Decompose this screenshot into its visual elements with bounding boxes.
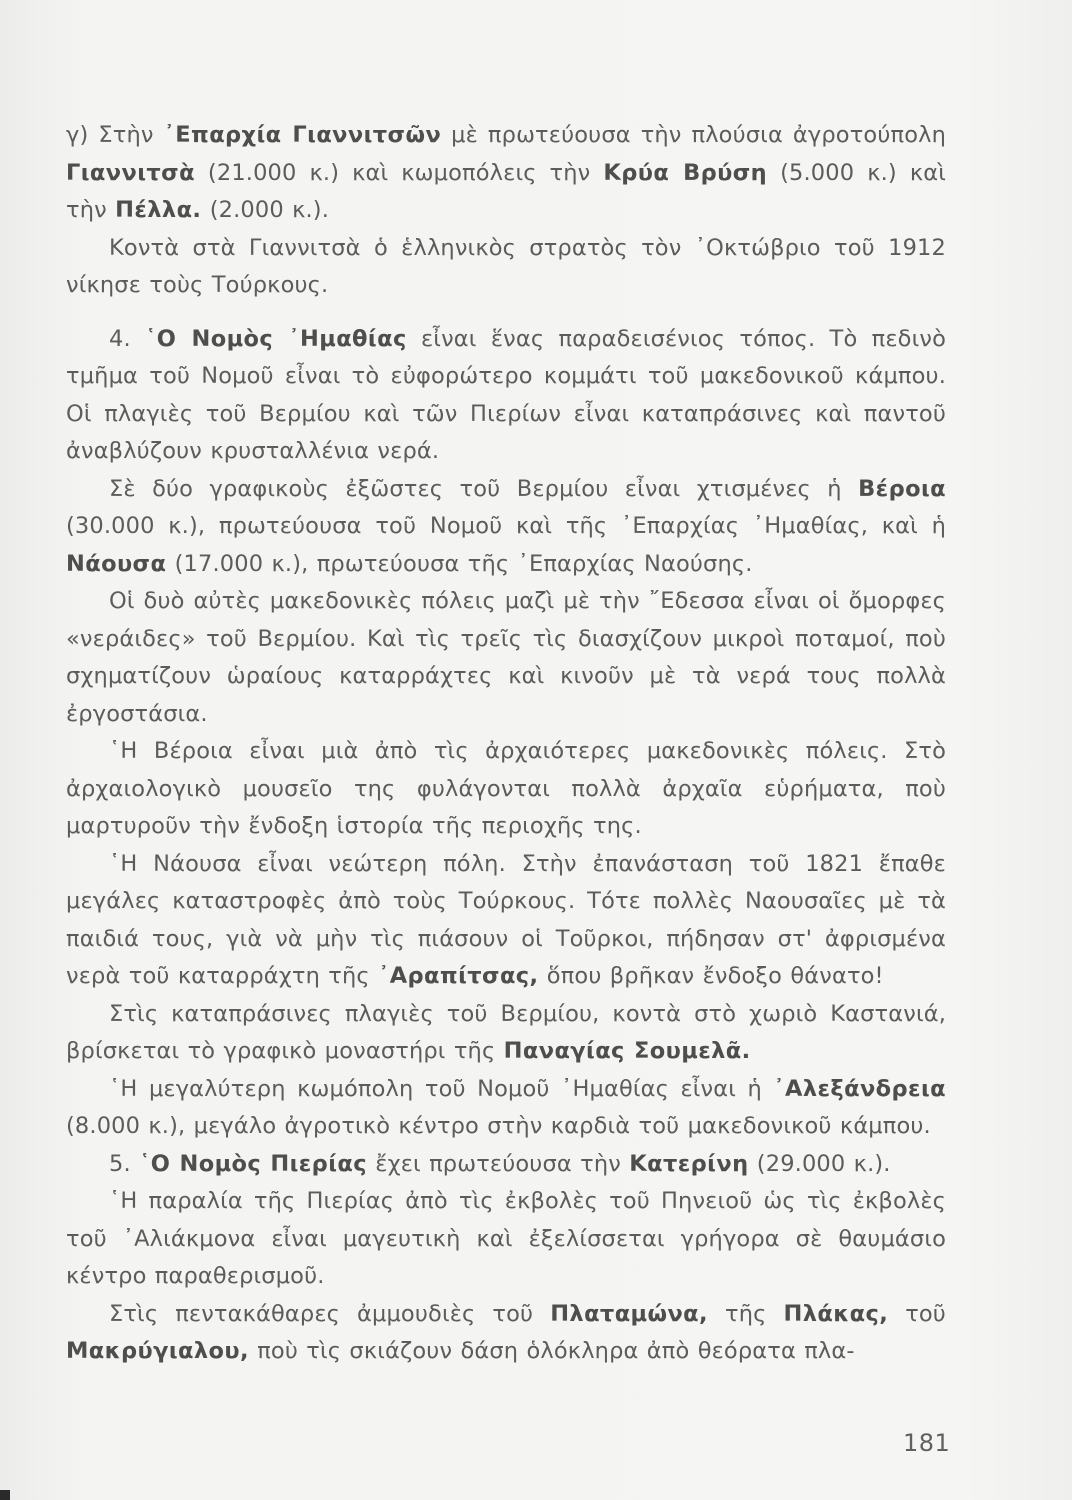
text-run: γ) Στὴν [66, 122, 164, 148]
bold-term: Πλάκας, [783, 1300, 889, 1327]
bold-term: Νάουσα [66, 550, 167, 577]
paragraph-paralia [66, 1183, 946, 1296]
paragraph-pieria [66, 1146, 946, 1184]
bold-term: ᾿Αραπίτσας, [378, 963, 539, 989]
bold-term: Κρύα Βρύση [603, 159, 768, 186]
bold-term: Γιαννιτσὰ [66, 159, 195, 186]
bold-term: Παναγίας Σουμελᾶ. [503, 1038, 751, 1064]
text-run: (2.000 κ.). [201, 197, 330, 223]
bold-term: Βέροια [858, 475, 946, 502]
bold-term: Κατερίνη [629, 1150, 749, 1177]
paragraph-giannitsa-1912 [66, 230, 946, 305]
text-run: ποὺ τὶς σκιάζουν δάση ὁλόκληρα ἀπὸ θεόρατα πλα- [248, 1338, 855, 1364]
page-number: 181 [903, 1429, 951, 1457]
paragraph-alexandreia [66, 1071, 946, 1146]
bold-term: ᾿Επαρχία Γιαννιτσῶν [163, 122, 442, 148]
text-run: ἔχει πρωτεύουσα τὴν [366, 1150, 630, 1177]
body-text [66, 117, 946, 1371]
bold-term: Μακρύγιαλου, [66, 1338, 249, 1364]
text-run: ὅπου βρῆκαν ἔνδοξο θάνατο! [538, 963, 884, 989]
bold-term: Πλαταμώνα, [550, 1300, 708, 1327]
text-run: εἶναι ἕνας παραδεισένιος τόπος. Τὸ πεδινὸ τμῆμα τοῦ Νομοῦ εἶναι τὸ εὐφορώτερο κομμάτι τοῦ μακεδονικοῦ κάμπου. Οἱ πλαγιὲς τοῦ Βερμίου καὶ τῶν Πιερίων εἶναι καταπράσινες καὶ παντοῦ ἀναβλύζουν κρυσταλλένια νερά. [66, 325, 946, 464]
paragraph-gamma-giannitsa [66, 117, 946, 230]
text-run: Κοντὰ στὰ Γιαννιτσὰ ὁ ἑλληνικὸς στρατὸς τὸν ᾿Οκτώβριο τοῦ 1912 νίκησε τοὺς Τούρκους. [66, 234, 946, 298]
text-run: 5. [109, 1150, 140, 1177]
text-run: Στὶς πεντακάθαρες ἀμμουδιὲς τοῦ [109, 1300, 551, 1327]
text-run: Οἱ δυὸ αὐτὲς μακεδονικὲς πόλεις μαζὶ μὲ τὴν ῎Εδεσσα εἶναι οἱ ὄμορφες «νεράιδες» τοῦ Βερμίου. Καὶ τὶς τρεῖς τὶς διασχίζουν μικροὶ ποταμοί, ποὺ σχηματίζουν ὡραίους καταρράχτες καὶ κινοῦν μὲ τὰ νερά τους πολλὰ ἐργοστάσια. [66, 588, 946, 727]
text-run: (5.000 κ.) καὶ τὴν [66, 159, 946, 223]
text-run: τοῦ [888, 1300, 946, 1327]
text-run: Στὶς καταπράσινες πλαγιὲς τοῦ Βερμίου, κοντὰ στὸ χωριὸ Καστανιά, βρίσκεται τὸ γραφικὸ μοναστήρι τῆς [66, 1000, 946, 1064]
paragraph-neraides [66, 583, 946, 733]
text-run: (30.000 κ.), πρωτεύουσα τοῦ Νομοῦ καὶ τῆς ᾿Επαρχίας ᾿Ημαθίας, καὶ ἡ [66, 513, 946, 539]
text-run: (17.000 κ.), πρωτεύουσα τῆς ᾿Επαρχίας Ναούσης. [166, 550, 753, 577]
paragraph-imathia [66, 321, 946, 471]
text-run: ῾Η Βέροια εἶναι μιὰ ἀπὸ τὶς ἀρχαιότερες μακεδονικὲς πόλεις. Στὸ ἀρχαιολογικὸ μουσεῖο της φυλάγονται πολλὰ ἀρχαῖα εὑρήματα, ποὺ μαρτυροῦν τὴν ἔνδοξη ἱστορία τῆς περιοχῆς της. [66, 738, 946, 839]
text-run: 4. [109, 325, 146, 352]
paragraph-naousa-1821 [66, 846, 946, 996]
text-run: Σὲ δύο γραφικοὺς ἐξῶστες τοῦ Βερμίου εἶναι χτισμένες ἡ [109, 475, 859, 502]
bold-term: ῾Ο Νομὸς ᾿Ημαθίας [145, 325, 407, 352]
bold-term: ᾿Αλεξάνδρεια [773, 1075, 946, 1102]
paragraph-beaches [66, 1296, 946, 1371]
bold-term: Πέλλα. [115, 197, 202, 223]
text-run: (8.000 κ.), μεγάλο ἀγροτικὸ κέντρο στὴν καρδιὰ τοῦ μακεδονικοῦ κάμπου. [66, 1113, 931, 1139]
scan-corner-mark [0, 1490, 10, 1500]
text-run: ῾Η παραλία τῆς Πιερίας ἀπὸ τὶς ἐκβολὲς τοῦ Πηνειοῦ ὡς τὶς ἐκβολὲς τοῦ ᾿Αλιάκμονα εἶναι μαγευτικὴ καὶ ἐξελίσσεται γρήγορα σὲ θαυμάσιο κέντρο παραθερισμοῦ. [66, 1188, 946, 1289]
bold-term: ῾Ο Νομὸς Πιερίας [139, 1150, 367, 1177]
paragraph-soumela [66, 996, 946, 1071]
text-run: ῾Η μεγαλύτερη κωμόπολη τοῦ Νομοῦ ᾿Ημαθίας εἶναι ἡ [109, 1075, 774, 1102]
text-run: μὲ πρωτεύουσα τὴν πλούσια ἀγροτούπολη [441, 122, 946, 148]
text-run: (21.000 κ.) καὶ κωμοπόλεις τὴν [194, 159, 604, 186]
text-run: (29.000 κ.). [748, 1150, 891, 1177]
paragraph-veroia-ancient [66, 733, 946, 846]
text-run: τῆς [708, 1300, 784, 1327]
paragraph-veroia-naousa [66, 471, 946, 584]
text-run: ῾Η Νάουσα εἶναι νεώτερη πόλη. Στὴν ἐπανάσταση τοῦ 1821 ἔπαθε μεγάλες καταστροφὲς ἀπὸ τοὺς Τούρκους. Τότε πολλὲς Ναουσαῖες μὲ τὰ παιδιά τους, γιὰ νὰ μὴν τὶς πιάσουν οἱ Τοῦρκοι, πήδησαν στ' ἀφρισμένα νερὰ τοῦ καταρράχτη τῆς [66, 850, 946, 989]
